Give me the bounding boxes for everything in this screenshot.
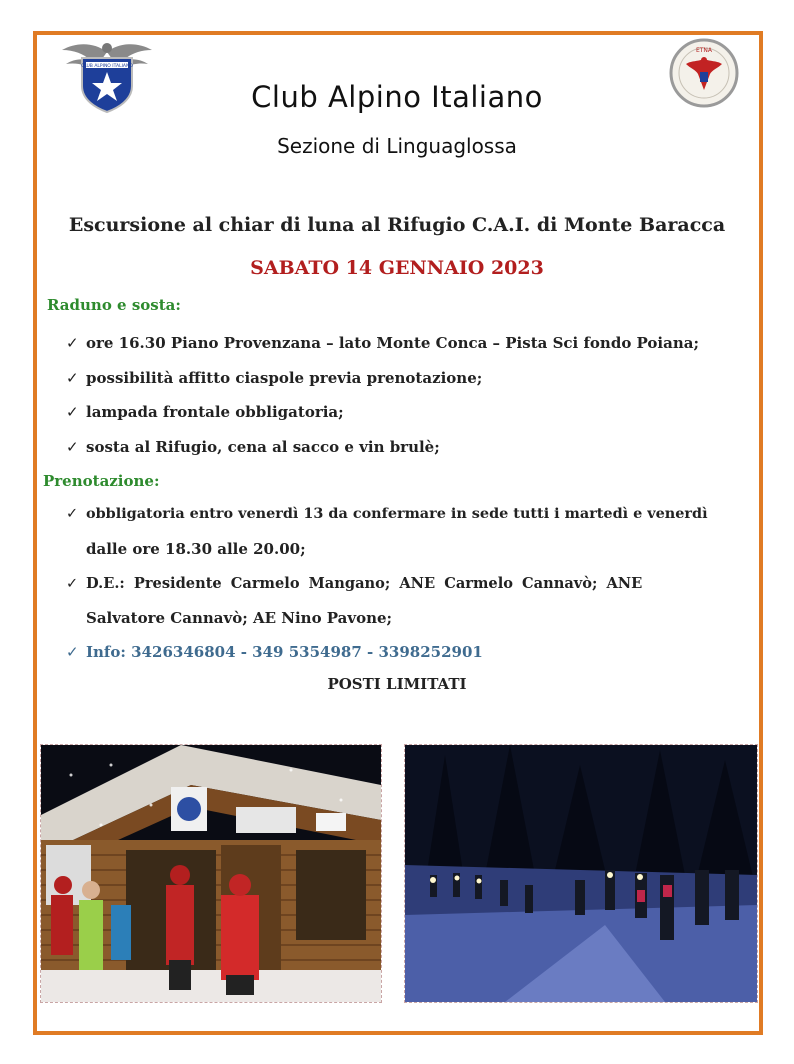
list-item <box>66 430 758 464</box>
checkmark-icon: ✓ <box>66 643 79 661</box>
prenotazione-item-text: D.E.: Presidente Carmelo Mangano; ANE Carmelo Cannavò; ANE <box>86 575 643 592</box>
checkmark-icon: ✓ <box>66 575 79 592</box>
etna-logo-top-text: ETNA <box>695 47 713 54</box>
checkmark-icon: ✓ <box>66 369 79 387</box>
event-title: Escursione al chiar di luna al Rifugio C.A.I. di Monte Baracca <box>68 214 726 236</box>
cai-logo-text: CLUB ALPINO ITALIANO <box>81 64 133 69</box>
list-item-continuation: dalle ore 18.30 alle 20.00; <box>86 540 306 558</box>
posti-limitati-note: POSTI LIMITATI <box>327 675 467 693</box>
raduno-item-text: ore 16.30 Piano Provenzana – lato Monte Conca – Pista Sci fondo Poiana; <box>86 334 700 352</box>
prenotazione-heading: Prenotazione: <box>43 472 160 490</box>
checkmark-icon: ✓ <box>66 403 79 421</box>
raduno-item-text: sosta al Rifugio, cena al sacco e vin brulè; <box>86 438 440 456</box>
info-phones: Info: 3426346804 - 349 5354987 - 3398252901 <box>86 643 483 661</box>
section-subtitle: Sezione di Linguaglossa <box>277 134 517 158</box>
hut-photo <box>40 744 382 1003</box>
checkmark-icon: ✓ <box>66 506 79 522</box>
checkmark-icon: ✓ <box>66 438 79 456</box>
raduno-heading: Raduno e sosta: <box>47 296 181 314</box>
night-hike-photo <box>404 744 758 1003</box>
list-item <box>66 497 758 531</box>
list-item <box>66 326 758 360</box>
prenotazione-item-text: obbligatoria entro venerdì 13 da confermare in sede tutti i martedì e venerdì <box>86 505 708 522</box>
list-item <box>66 395 758 429</box>
list-item <box>66 361 758 395</box>
checkmark-icon: ✓ <box>66 334 79 352</box>
club-title: Club Alpino Italiano <box>251 80 543 114</box>
list-item-continuation: Salvatore Cannavò; AE Nino Pavone; <box>86 609 393 627</box>
info-item <box>66 635 758 669</box>
raduno-item-text: possibilità affitto ciaspole previa prenotazione; <box>86 369 483 387</box>
raduno-item-text: lampada frontale obbligatoria; <box>86 403 344 421</box>
list-item <box>66 567 758 601</box>
event-date: SABATO 14 GENNAIO 2023 <box>250 257 544 279</box>
